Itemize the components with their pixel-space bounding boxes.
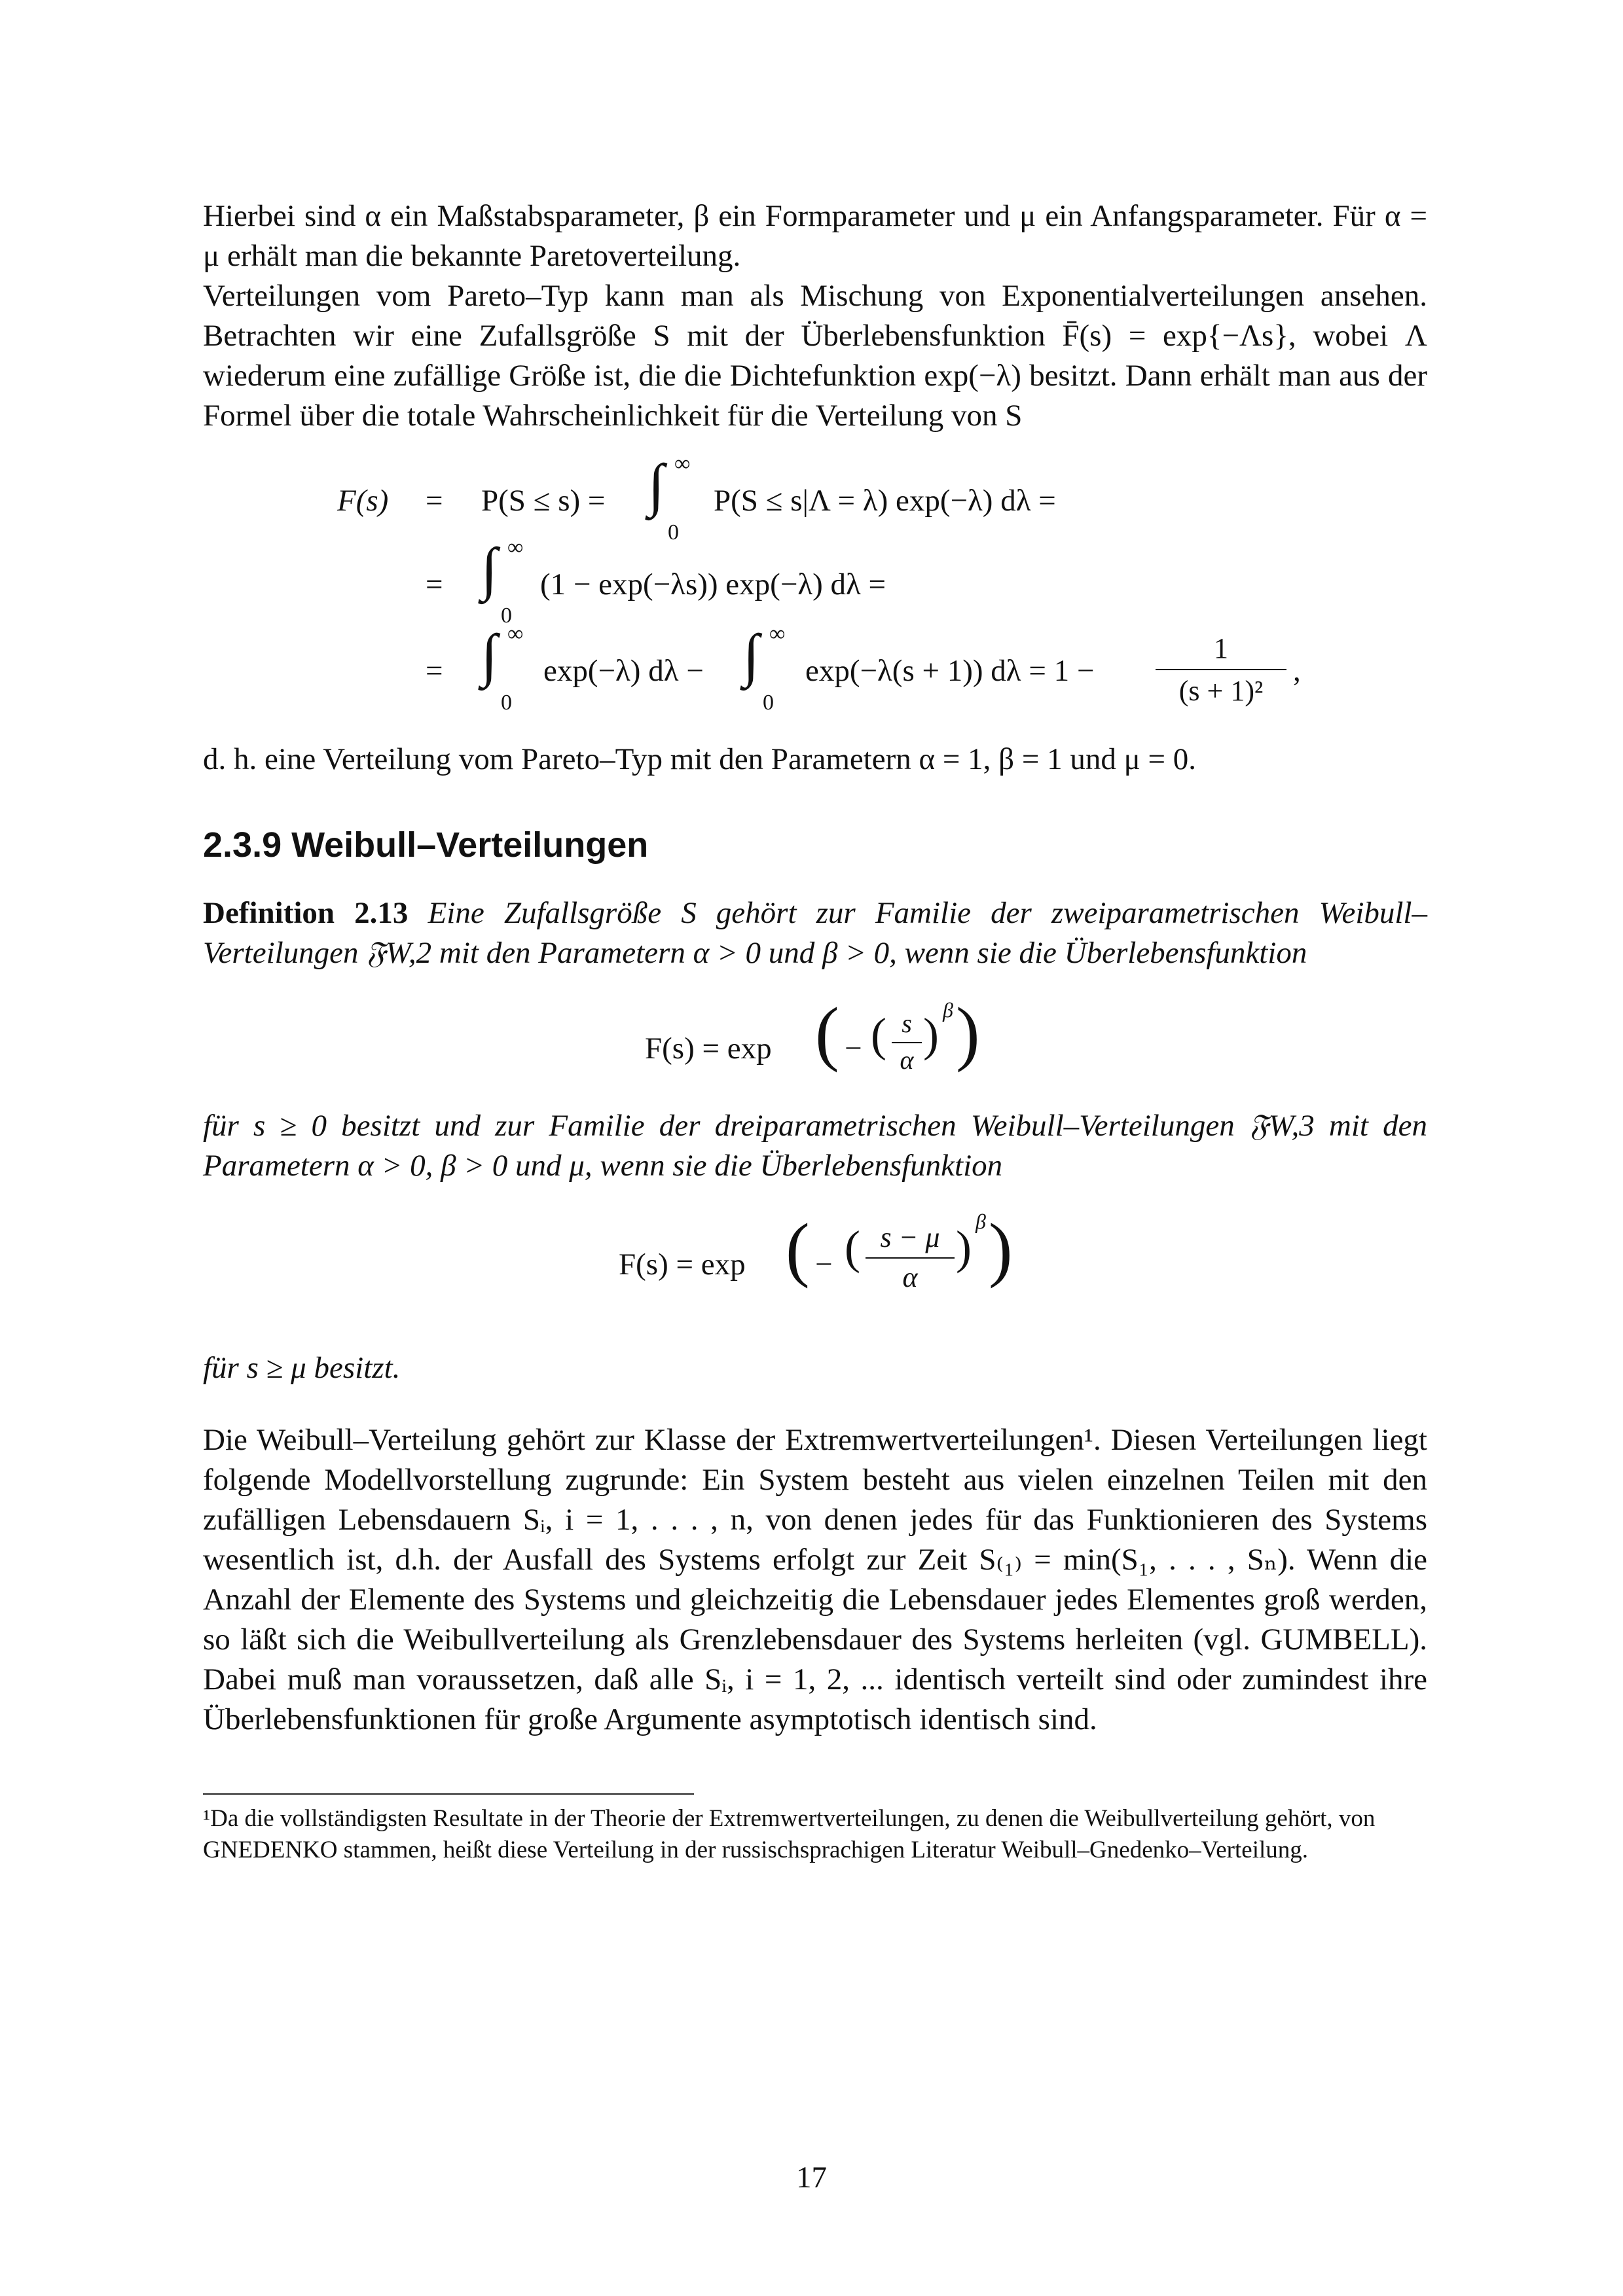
eq1-row3-b: exp(−λ(s + 1)) dλ = 1 −	[805, 654, 1095, 688]
paragraph-pareto-mixture: Verteilungen vom Pareto–Typ kann man als Mischung von Exponentialverteilungen ansehen. Betrachten wir eine Zufallsgröße S mit der Überlebensfunktion F̄(s) = exp{−Λs}, wobei Λ wiederum eine zufällige Größe ist, die die Dichtefunktion exp(−λ) besitzt. Dann erhält man aus der Formel über die totale Wahrscheinlichkeit für die Verteilung von S	[203, 279, 1427, 433]
eq1-lhs: F(s)	[337, 484, 389, 518]
eq1-equals-2: =	[426, 567, 443, 601]
eq2-fraction-bar	[892, 1042, 922, 1043]
integral-lower: 0	[501, 603, 512, 628]
eq2-right-paren: )	[956, 993, 980, 1073]
section-heading: 2.3.9 Weibull–Verteilungen	[203, 825, 649, 865]
integral-upper: ∞	[507, 622, 524, 646]
eq3-inner-left-paren: (	[845, 1221, 860, 1274]
fraction-bar	[1156, 669, 1286, 670]
fraction-numerator: 1	[1214, 632, 1228, 664]
eq2-numerator: s	[902, 1009, 912, 1038]
eq1-row1-b: P(S ≤ s|Λ = λ) exp(−λ) dλ =	[714, 484, 1056, 518]
eq2-exponent: β	[943, 998, 953, 1022]
integral-sign: ∫	[481, 537, 498, 601]
footnote-divider	[203, 1793, 694, 1795]
eq1-equals-3: =	[426, 654, 443, 688]
eq3-inner-right-paren: )	[956, 1221, 972, 1274]
integral-lower: 0	[501, 691, 512, 715]
eq2-left-paren: (	[815, 993, 839, 1073]
eq1-trailing-comma: ,	[1293, 654, 1301, 688]
eq2-lhs: F(s) = exp	[645, 1031, 772, 1066]
eq3-left-paren: (	[786, 1209, 810, 1289]
page-number: 17	[796, 2161, 827, 2195]
paragraph-parameters: Hierbei sind α ein Maßstabsparameter, β ein Formparameter und μ ein Anfangsparameter. Für α = μ erhält man die bekannte Paretoverteilung.	[203, 199, 1427, 273]
paragraph-weibull-extremes: Die Weibull–Verteilung gehört zur Klasse der Extremwertverteilungen¹. Diesen Verteilungen liegt folgende Modellvorstellung zugrunde: Ein System besteht aus vielen einzelnen Teilen mit den zufälligen Lebensdauern Sᵢ, i = 1, . . . , n, von denen jedes für das Funktionieren des Systems wesentlich ist, d.h. der Ausfall des Systems erfolgt zur Zeit S₍₁₎ = min(S₁, . . . , Sₙ). Wenn die Anzahl der Elemente des Systems und gleichzeitig die Lebensdauer jedes Elementes groß werden, so läßt sich die Weibullverteilung als Grenzlebensdauer des Systems herleiten (vgl. GUMBELL). Dabei muß man voraussetzen, daß alle Sᵢ, i = 1, 2, ... identisch verteilt sind oder zumindest ihre Überlebensfunktionen für große Argumente asymptotisch identisch sind.	[203, 1423, 1427, 1736]
integral-sign: ∫	[481, 623, 498, 688]
fraction-denominator: (s + 1)²	[1178, 675, 1264, 707]
integral-upper: ∞	[674, 452, 691, 476]
eq3-lhs: F(s) = exp	[619, 1247, 746, 1282]
eq2-denominator: α	[900, 1045, 914, 1075]
eq3-right-paren: )	[989, 1209, 1013, 1289]
definition-text-3: für s ≥ μ besitzt.	[203, 1351, 401, 1385]
integral-upper: ∞	[507, 535, 524, 560]
eq3-denominator: α	[902, 1261, 918, 1293]
integral-lower: 0	[668, 520, 679, 545]
definition-block	[203, 893, 1427, 973]
eq1-row1-a: P(S ≤ s) =	[481, 484, 606, 518]
eq2-inner-left-paren: (	[871, 1009, 886, 1061]
integral-sign: ∫	[648, 453, 665, 518]
footnote: ¹Da die vollständigsten Resultate in der Theorie der Extremwertverteilungen, zu denen die Weibullverteilung gehört, von GNEDENKO stammen, heißt diese Verteilung in der russischsprachigen Literatur Weibull–Gnedenko–Verteilung.	[203, 1805, 1376, 1863]
eq2-minus: −	[845, 1031, 862, 1066]
eq3-numerator: s − μ	[880, 1221, 940, 1253]
integral-upper: ∞	[769, 622, 786, 646]
integral-sign: ∫	[743, 623, 759, 688]
eq2-inner-right-paren: )	[923, 1009, 939, 1061]
paragraph-pareto-conclusion: d. h. eine Verteilung vom Pareto–Typ mit den Parametern α = 1, β = 1 und μ = 0.	[203, 742, 1197, 776]
eq3-exponent: β	[976, 1210, 986, 1233]
eq3-fraction-bar	[866, 1257, 955, 1259]
definition-label: Definition 2.13	[203, 896, 409, 930]
eq3-minus: −	[815, 1247, 833, 1282]
definition-text-1: Eine Zufallsgröße S gehört zur Familie der zweiparametrischen Weibull–Verteilungen 𝔉W,2 mit den Parametern α > 0 und β > 0, wenn sie die Überlebensfunktion	[203, 896, 1427, 970]
eq1-row3-a: exp(−λ) dλ −	[543, 654, 704, 688]
eq1-equals-1: =	[426, 484, 443, 518]
eq1-row2: (1 − exp(−λs)) exp(−λ) dλ =	[540, 567, 886, 601]
integral-lower: 0	[763, 691, 774, 715]
definition-text-2: für s ≥ 0 besitzt und zur Familie der dreiparametrischen Weibull–Verteilungen 𝔉W,3 mit den Parametern α > 0, β > 0 und μ, wenn sie die Überlebensfunktion	[203, 1109, 1427, 1183]
